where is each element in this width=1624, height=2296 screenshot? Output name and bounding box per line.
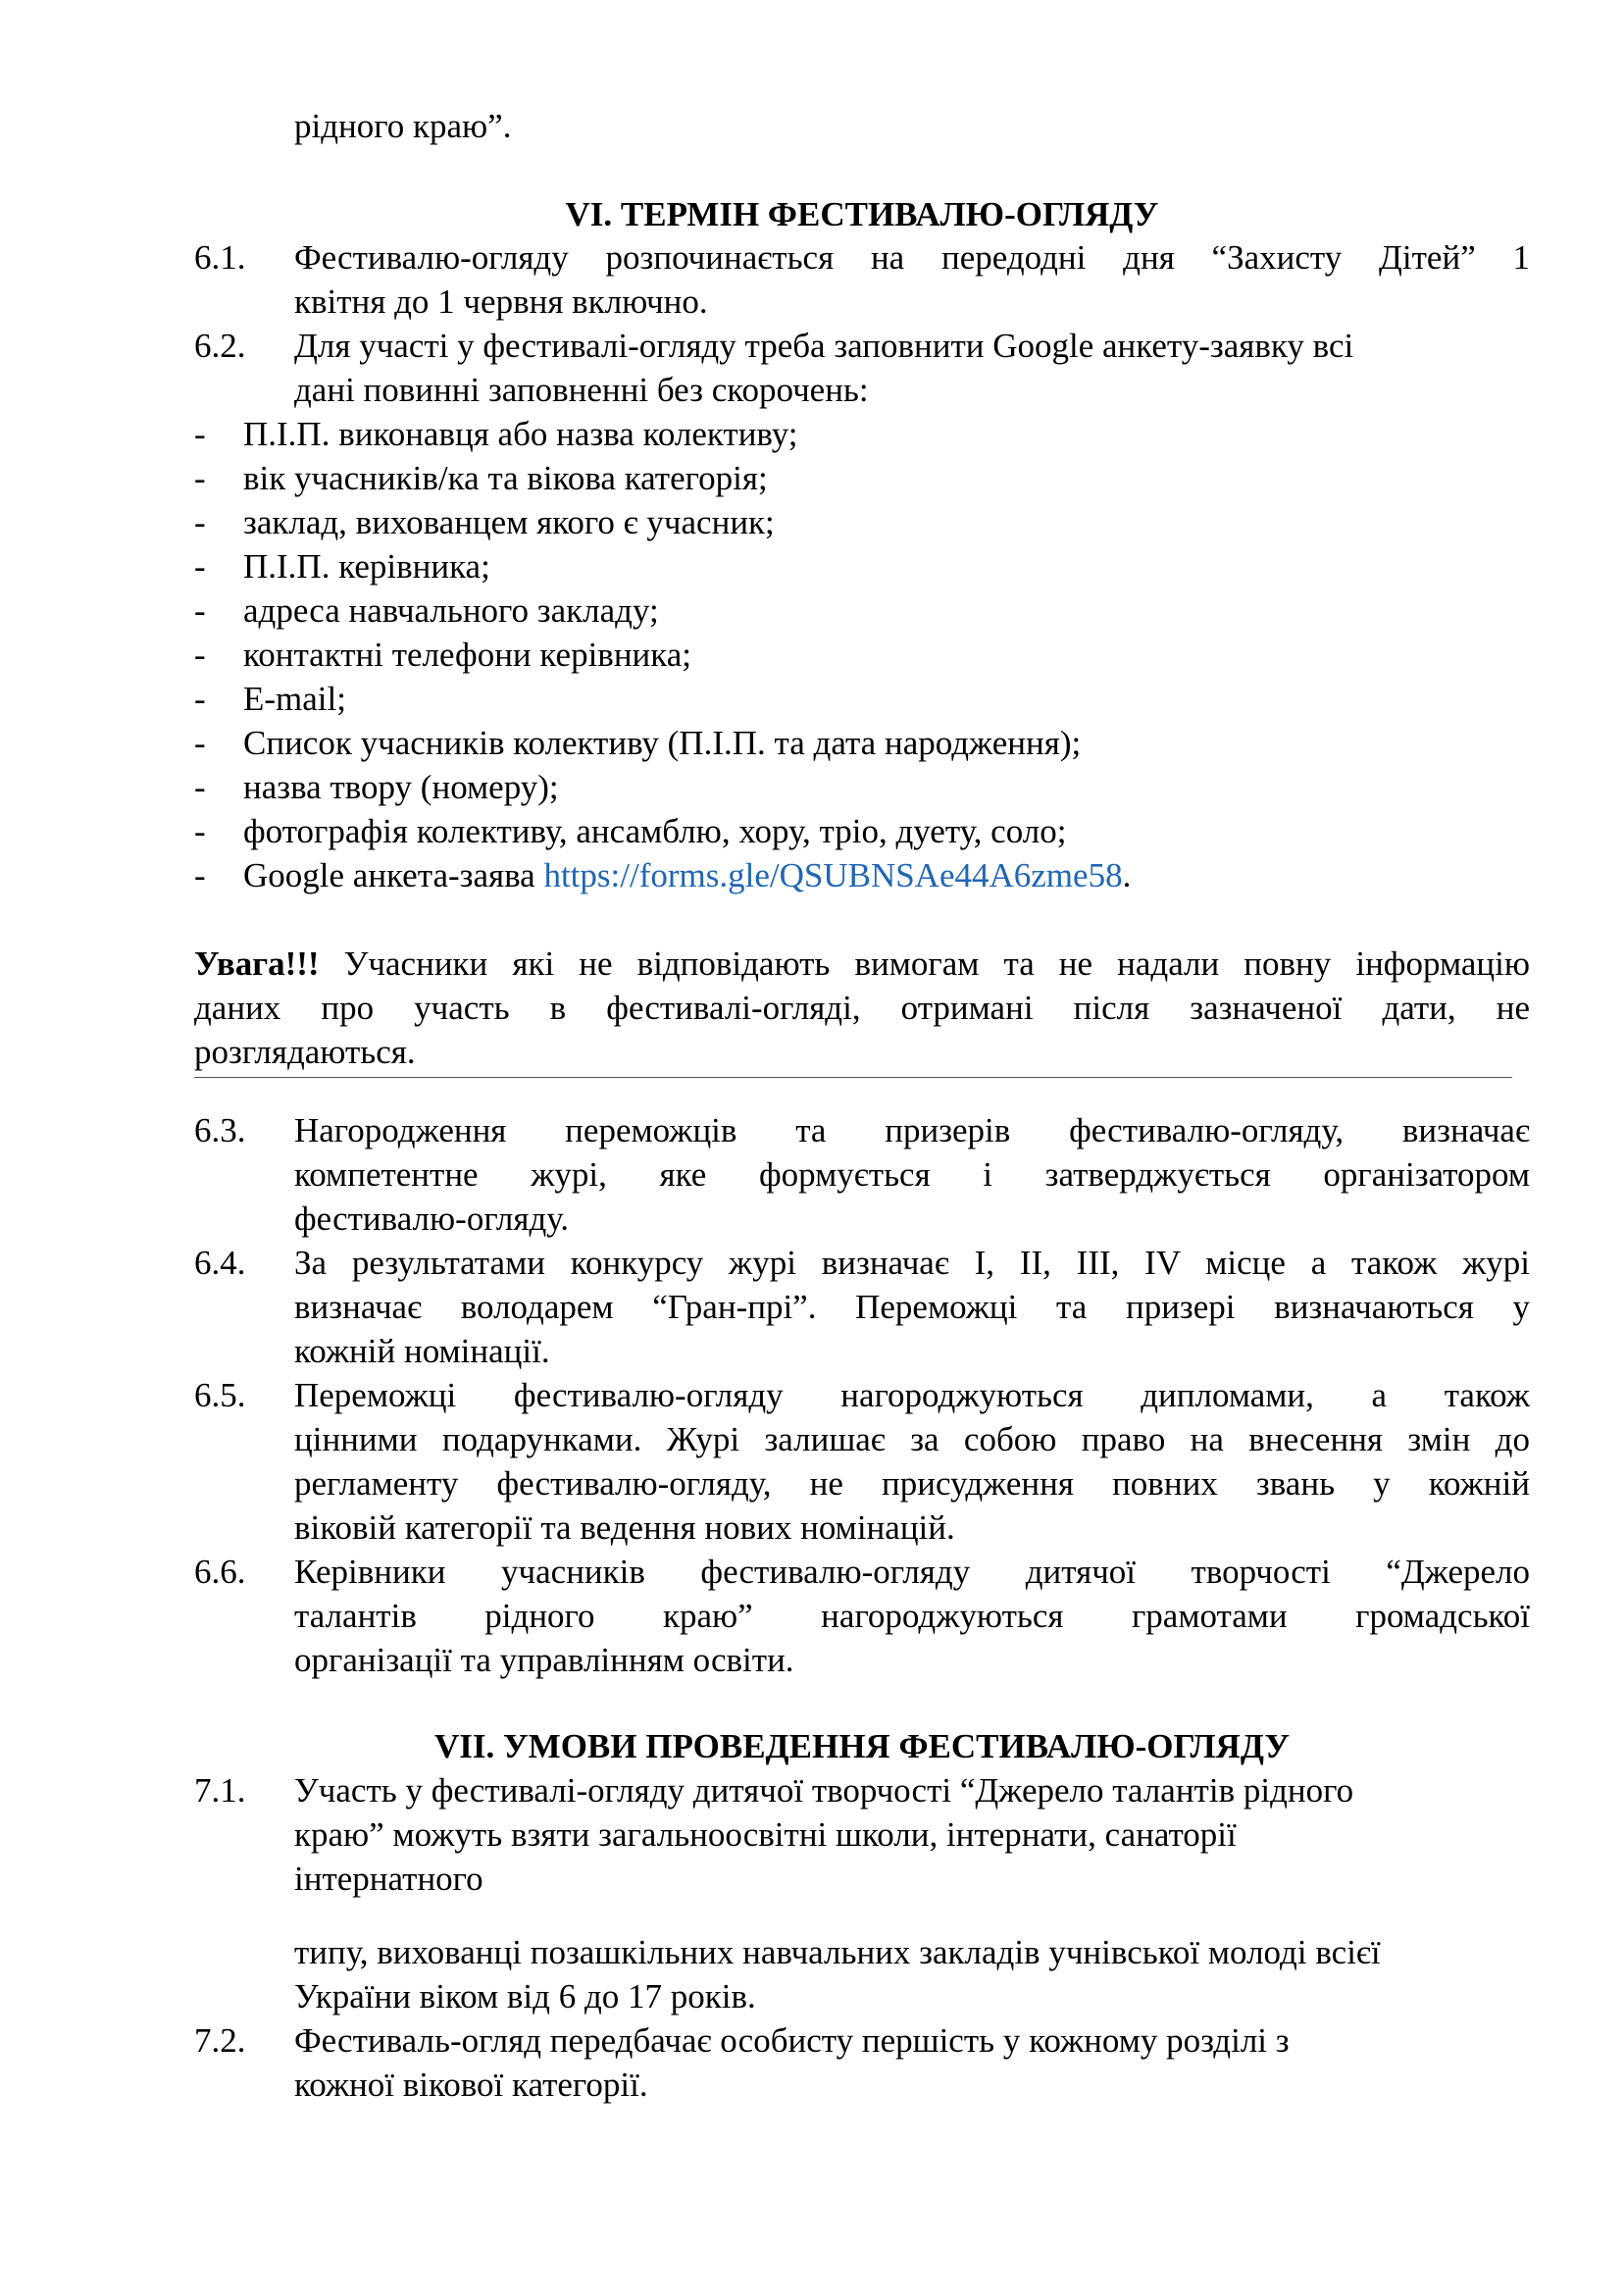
bullet-dash: - [194,724,206,762]
section-6-title: VI. ТЕРМІН ФЕСТИВАЛЮ-ОГЛЯДУ [565,195,1159,233]
google-form-link[interactable]: https://forms.gle/QSUBNSAe44A6zme58 [543,856,1123,894]
bullet-item: Список учасників колективу (П.І.П. та дата народження); [243,724,1082,762]
warning-label: Увага!!! [194,944,320,983]
item-6-5-line-4: віковій категорії та ведення нових номінацій. [294,1508,955,1547]
item-number-6-6: 6.6. [194,1553,246,1591]
bullet-item: П.І.П. виконавця або назва колективу; [243,415,798,453]
bullet-item: вік учасників/ка та вікова категорія; [243,459,768,497]
intro-tail: рідного краю”. [294,107,512,145]
bullet-dash: - [194,856,206,894]
item-number-7-1: 7.1. [194,1771,246,1810]
warning-line-2: даних про участь в фестивалі-огляді, отримані після зазначеної дати, не [194,989,1530,1027]
item-6-5-line-3: регламенту фестивалю-огляду, не присудження повних звань у кожній [294,1464,1530,1503]
warning-line-3: розглядаються. [194,1033,416,1071]
google-form-suffix: . [1122,856,1132,894]
item-number-6-2: 6.2. [194,327,246,365]
bullet-dash: - [194,591,206,630]
bullet-item: контактні телефони керівника; [243,636,692,674]
bullet-dash: - [194,680,206,718]
bullet-dash: - [194,547,206,586]
item-number-6-1: 6.1. [194,238,246,277]
bullet-dash: - [194,812,206,850]
item-6-6-line-1: Керівники учасників фестивалю-огляду дитячої творчості “Джерело [294,1553,1530,1591]
bullet-item: назва твору (номеру); [243,768,559,806]
item-6-4-line-3: кожній номінації. [294,1332,550,1370]
bullet-dash: - [194,636,206,674]
item-6-3-line-2: компетентне журі, яке формується і затверджується організатором [294,1155,1530,1194]
item-7-1-line-2: краю” можуть взяти загальноосвітні школи, інтернати, санаторії [294,1815,1237,1854]
item-6-2-line-1: Для участі у фестивалі-огляду треба заповнити Google анкету-заявку всі [294,327,1354,365]
warning-line-1 [194,942,1530,986]
bullet-item: П.І.П. керівника; [243,547,490,586]
bullet-dash: - [194,503,206,541]
item-6-4-line-1: За результатами конкурсу журі визначає І, ІІ, ІІІ, IV місце а також журі [294,1244,1530,1282]
item-6-5-line-1: Переможці фестивалю-огляду нагороджуються дипломами, а також [294,1376,1530,1414]
item-6-3-line-1: Нагородження переможців та призерів фестивалю-огляду, визначає [294,1111,1530,1149]
bullet-item: адреса навчального закладу; [243,591,659,630]
horizontal-divider [194,1077,1512,1078]
item-number-6-3: 6.3. [194,1111,246,1149]
item-6-6-line-3: організації та управлінням освіти. [294,1641,794,1679]
item-7-1-line-3: інтернатного [294,1860,483,1898]
item-6-4-line-2: визначає володарем “Гран-прі”. Переможці та призері визначаються у [294,1288,1530,1326]
item-6-5-line-2: цінними подарунками. Журі залишає за собою право на внесення змін до [294,1420,1530,1458]
warning-text: Учасники які не відповідають вимогам та не надали повну інформацію [319,944,1530,983]
bullet-item: E-mail; [243,680,346,718]
bullet-dash: - [194,459,206,497]
item-7-1-line-1: Участь у фестивалі-огляду дитячої творчості “Джерело талантів рідного [294,1771,1354,1810]
bullet-item: заклад, вихованцем якого є учасник; [243,503,775,541]
item-number-6-5: 6.5. [194,1376,246,1414]
item-6-2-line-2: дані повинні заповненні без скорочень: [294,371,869,409]
bullet-dash: - [194,768,206,806]
bullet-item: фотографія колективу, ансамблю, хору, тріо, дуету, соло; [243,812,1067,850]
item-7-1-line-4: типу, вихованці позашкільних навчальних закладів учнівської молоді всієї [294,1933,1381,1971]
item-6-3-line-3: фестивалю-огляду. [294,1199,570,1238]
bullet-item-google-form [243,853,1131,897]
item-number-7-2: 7.2. [194,2021,246,2060]
item-6-1-line-2: квітня до 1 червня включно. [294,282,708,321]
google-form-prefix: Google анкета-заява [243,856,544,894]
item-6-1-line-1: Фестивалю-огляду розпочинається на передодні дня “Захисту Дітей” 1 [294,238,1530,277]
item-7-2-line-1: Фестиваль-огляд передбачає особисту першість у кожному розділі з [294,2021,1290,2060]
item-7-2-line-2: кожної вікової категорії. [294,2066,648,2104]
bullet-dash: - [194,415,206,453]
item-6-6-line-2: талантів рідного краю” нагороджуються грамотами громадської [294,1597,1530,1635]
item-7-1-line-5: України віком від 6 до 17 років. [294,1977,756,2015]
item-number-6-4: 6.4. [194,1244,246,1282]
section-7-title: VII. УМОВИ ПРОВЕДЕННЯ ФЕСТИВАЛЮ-ОГЛЯДУ [433,1727,1291,1765]
